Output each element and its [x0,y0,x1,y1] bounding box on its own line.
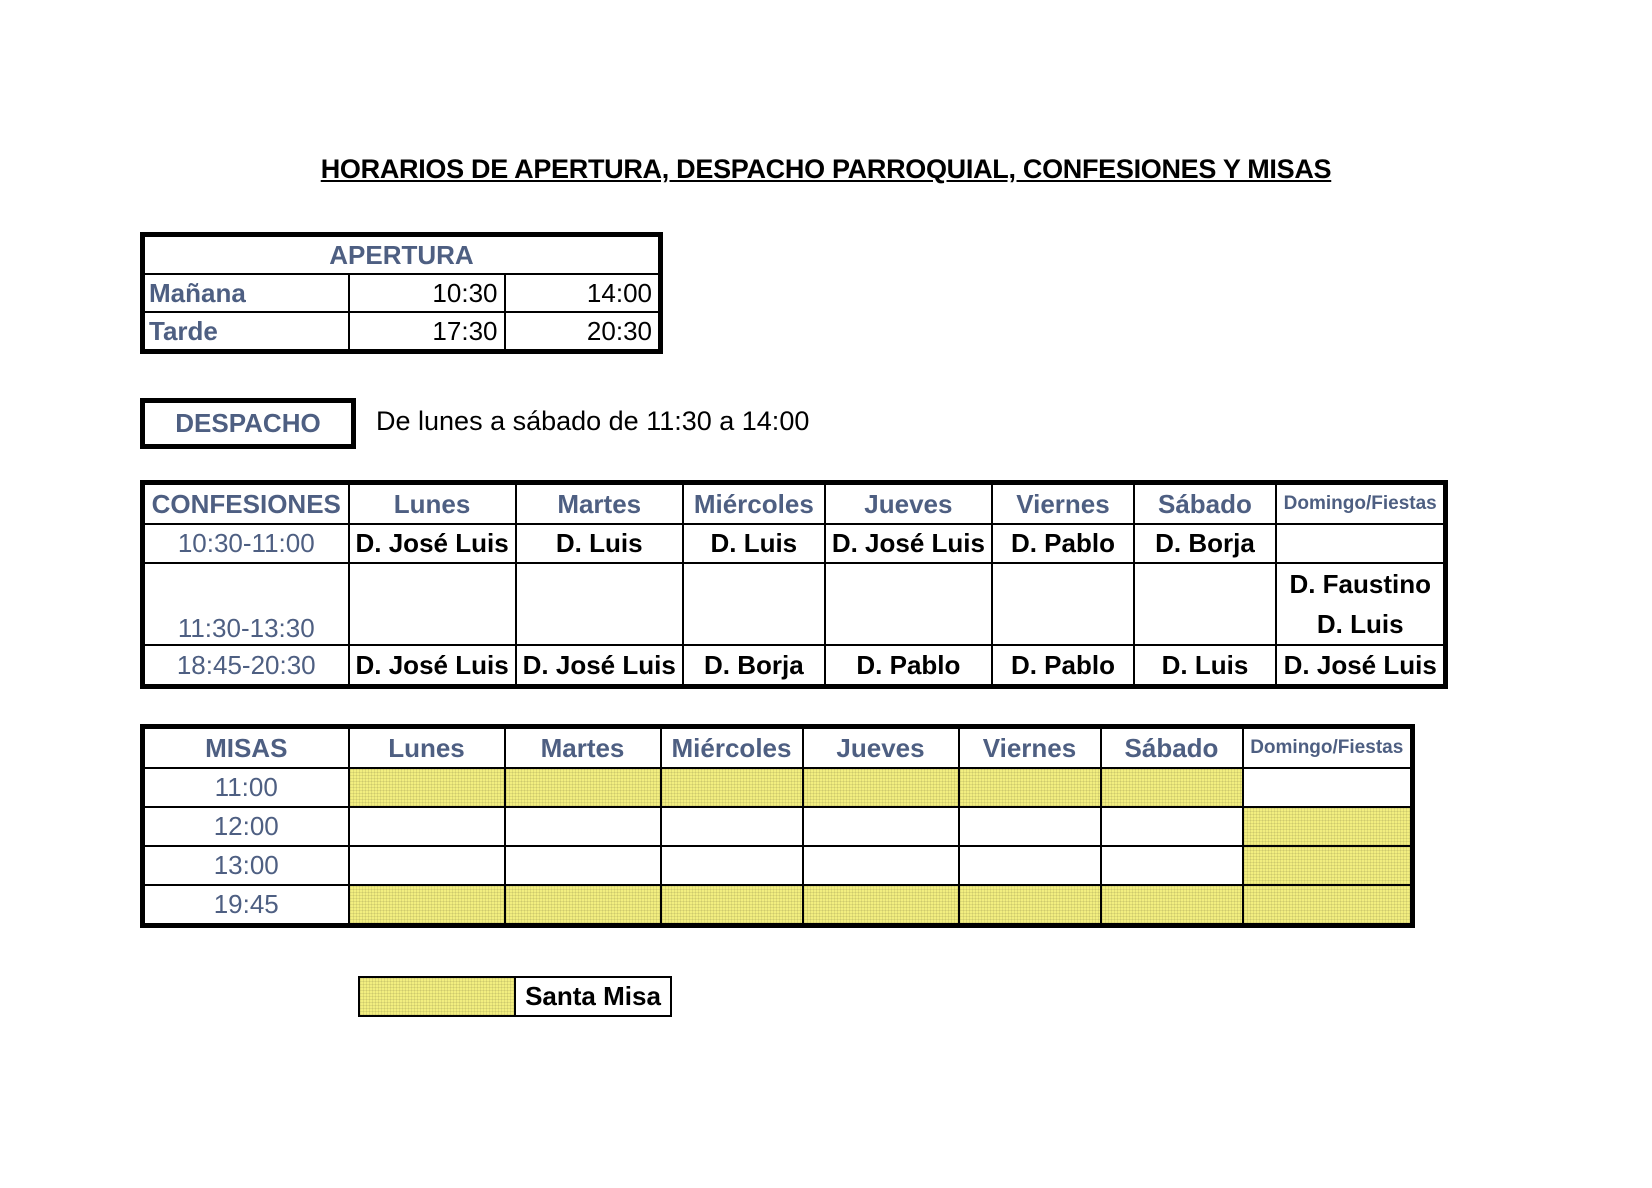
mass-cell [1101,807,1243,846]
day-header: Miércoles [683,483,825,525]
day-header: Sábado [1101,727,1243,769]
mass-cell [349,846,505,885]
priest-cell: D. Pablo [825,645,992,687]
despacho-schedule: De lunes a sábado de 11:30 a 14:00 [376,406,810,436]
mass-cell [1243,885,1413,926]
mass-cell [803,846,959,885]
priest-cell [349,563,516,645]
priest-cell: D. Borja [1134,524,1276,563]
confesiones-table [140,480,1448,689]
priest-cell: D. José Luis [516,645,683,687]
priest-name: D. Faustino [1289,569,1431,599]
table-row [143,807,1413,846]
legend [358,976,672,1017]
mass-cell [661,768,803,807]
mass-cell [1101,768,1243,807]
day-header: Domingo/Fiestas [1276,483,1446,525]
priest-cell [992,563,1134,645]
mass-cell [349,768,505,807]
day-header: Viernes [959,727,1101,769]
apertura-row [143,274,661,312]
time-cell: 12:00 [143,807,349,846]
table-row [143,846,1413,885]
priest-cell [1276,524,1446,563]
confesiones-heading: CONFESIONES [143,483,349,525]
mass-cell [661,885,803,926]
mass-cell [1101,885,1243,926]
priest-cell: D. Pablo [992,645,1134,687]
apertura-heading: APERTURA [143,235,661,275]
day-header: Miércoles [661,727,803,769]
mass-cell [1101,846,1243,885]
day-header: Domingo/Fiestas [1243,727,1413,769]
day-header: Lunes [349,727,505,769]
mass-cell [803,807,959,846]
table-row [143,768,1413,807]
priest-cell: D. Borja [683,645,825,687]
apertura-table [140,232,663,354]
table-row [143,563,1446,645]
mass-cell [505,846,661,885]
priest-cell [516,563,683,645]
day-header: Jueves [803,727,959,769]
priest-cell [825,563,992,645]
mass-cell [505,885,661,926]
mass-cell [959,768,1101,807]
apertura-to: 20:30 [505,312,661,352]
priest-cell [683,563,825,645]
day-header: Jueves [825,483,992,525]
misas-heading: MISAS [143,727,349,769]
apertura-from: 10:30 [349,274,505,312]
time-cell: 10:30-11:00 [143,524,349,563]
apertura-to: 14:00 [505,274,661,312]
apertura-row [143,312,661,352]
time-cell: 19:45 [143,885,349,926]
mass-cell [959,885,1101,926]
priest-cell: D. Luis [1134,645,1276,687]
priest-cell: D. Pablo [992,524,1134,563]
priest-name: D. Luis [1316,609,1404,639]
priest-cell: D. José Luis [349,645,516,687]
priest-cell: D. José Luis [1276,645,1446,687]
priest-cell: D. José Luis [825,524,992,563]
mass-cell [959,846,1101,885]
mass-cell [505,768,661,807]
misas-table [140,724,1415,928]
mass-cell [1243,846,1413,885]
day-header: Lunes [349,483,516,525]
mass-cell [803,885,959,926]
priest-cell: D. Luis [516,524,683,563]
mass-cell [661,807,803,846]
time-cell: 18:45-20:30 [143,645,349,687]
priest-cell: D. José Luis [349,524,516,563]
priest-cell-sunday [1276,563,1446,645]
mass-cell [1243,807,1413,846]
despacho-label: DESPACHO [140,398,356,449]
mass-cell [661,846,803,885]
mass-cell [349,807,505,846]
mass-cell [349,885,505,926]
day-header: Martes [505,727,661,769]
time-cell: 11:00 [143,768,349,807]
time-cell: 11:30-13:30 [143,563,349,645]
mass-cell [803,768,959,807]
legend-swatch [359,977,515,1016]
mass-cell [505,807,661,846]
day-header: Sábado [1134,483,1276,525]
table-row [143,885,1413,926]
priest-cell [1134,563,1276,645]
legend-label: Santa Misa [515,977,671,1016]
page-title: HORARIOS DE APERTURA, DESPACHO PARROQUIAL, CONFESIONES Y MISAS [320,154,1332,184]
day-header: Viernes [992,483,1134,525]
time-cell: 13:00 [143,846,349,885]
apertura-label: Mañana [143,274,349,312]
table-row [143,645,1446,687]
priest-cell: D. Luis [683,524,825,563]
mass-cell [959,807,1101,846]
table-row [143,524,1446,563]
apertura-label: Tarde [143,312,349,352]
mass-cell [1243,768,1413,807]
day-header: Martes [516,483,683,525]
apertura-from: 17:30 [349,312,505,352]
